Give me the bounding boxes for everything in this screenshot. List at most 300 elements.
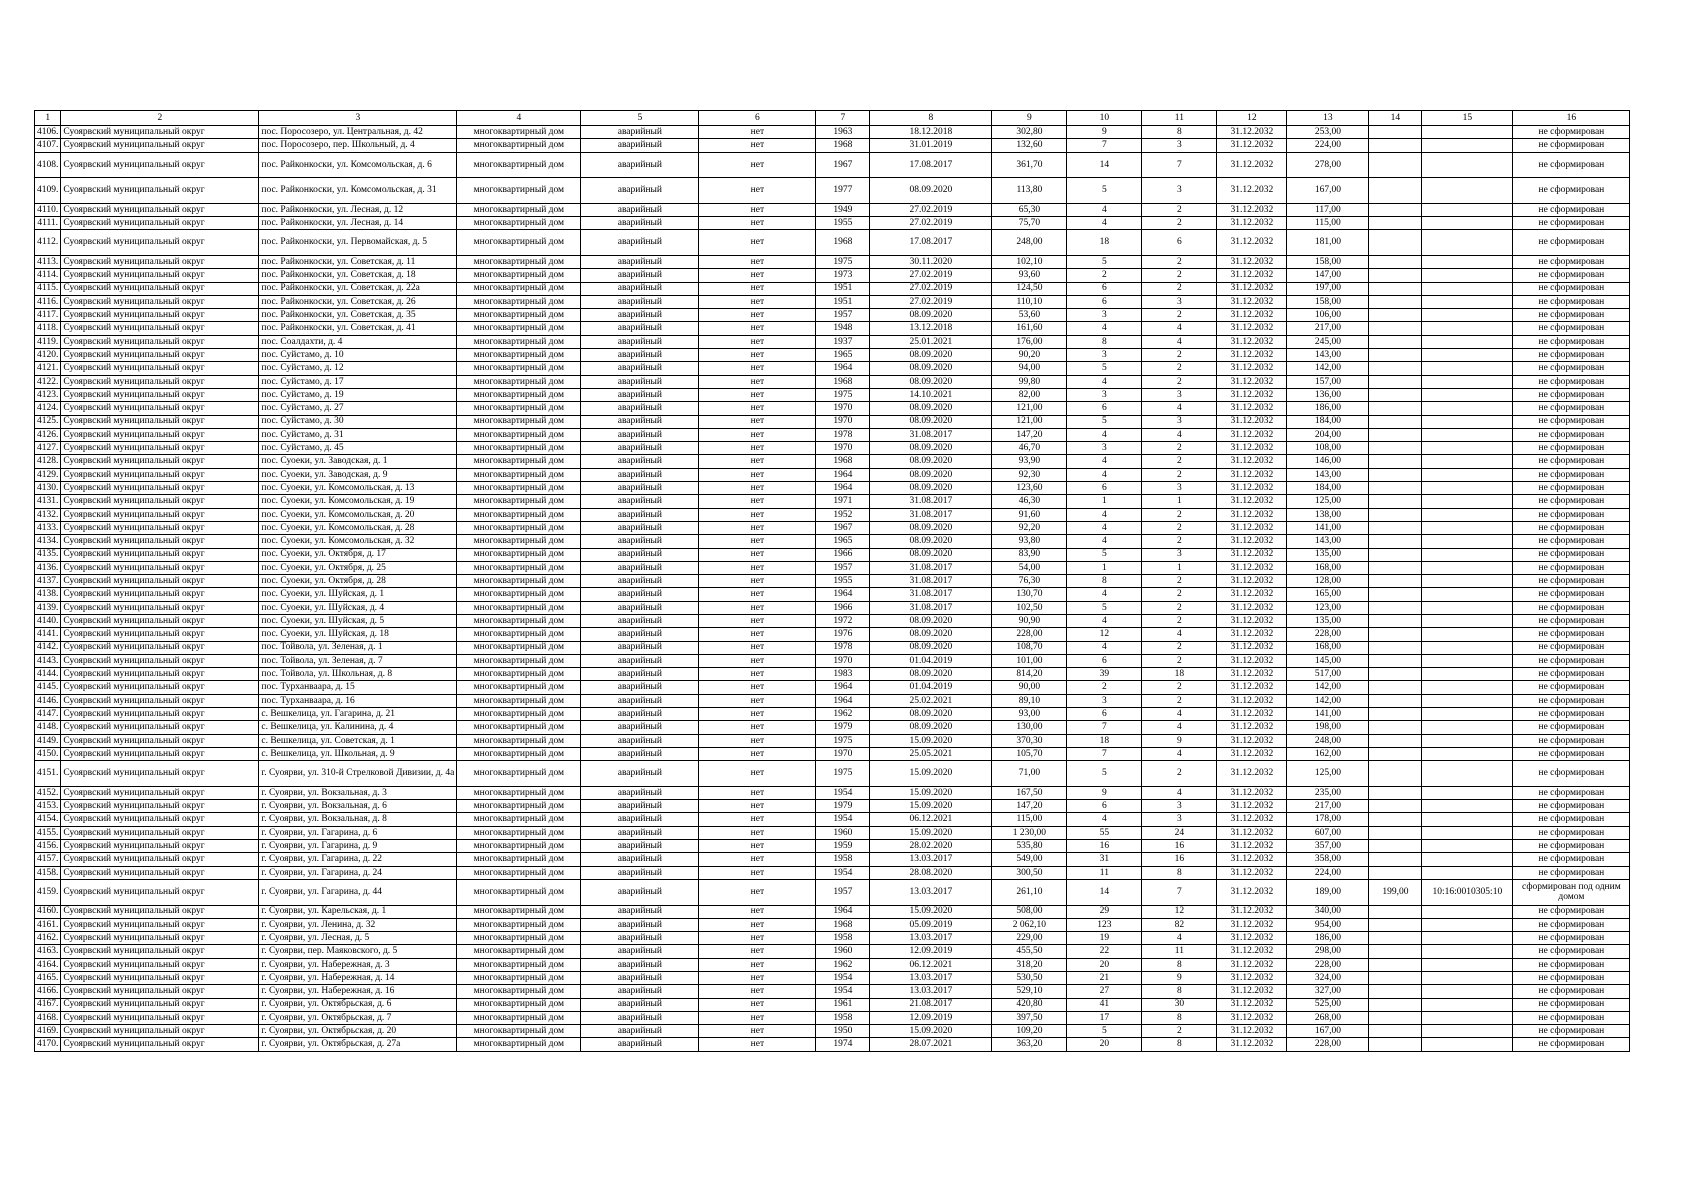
- table-cell: 142,00: [1287, 681, 1369, 694]
- table-cell: 549,00: [992, 853, 1067, 866]
- table-cell: 8: [1142, 126, 1217, 139]
- table-cell: 18.12.2018: [870, 126, 992, 139]
- table-cell: 1948: [816, 322, 870, 335]
- table-cell: 4: [1142, 721, 1217, 734]
- column-header: 14: [1369, 111, 1422, 126]
- table-cell: [1369, 203, 1422, 216]
- table-cell: 14: [1067, 879, 1142, 905]
- table-cell: [1422, 1025, 1513, 1038]
- table-cell: 1979: [816, 800, 870, 813]
- table-cell: 15.09.2020: [870, 734, 992, 747]
- table-cell: 184,00: [1287, 482, 1369, 495]
- table-cell: аварийный: [581, 495, 699, 508]
- table-cell: Суоярвский муниципальный округ: [61, 905, 259, 918]
- table-cell: 9: [1142, 734, 1217, 747]
- table-cell: Суоярвский муниципальный округ: [61, 813, 259, 826]
- table-cell: 31.12.2032: [1217, 521, 1287, 534]
- table-cell: не сформирован: [1513, 668, 1630, 681]
- table-cell: 3: [1142, 178, 1217, 204]
- table-cell: [1369, 335, 1422, 348]
- table-cell: Суоярвский муниципальный округ: [61, 668, 259, 681]
- table-cell: 1: [1067, 495, 1142, 508]
- table-cell: 2: [1142, 269, 1217, 282]
- table-cell: [1369, 375, 1422, 388]
- table-cell: [1369, 905, 1422, 918]
- table-cell: 31.12.2032: [1217, 178, 1287, 204]
- table-cell: 115,00: [1287, 217, 1369, 230]
- table-cell: нет: [699, 945, 816, 958]
- table-cell: нет: [699, 548, 816, 561]
- table-cell: 4128.: [35, 455, 61, 468]
- table-cell: 4: [1067, 468, 1142, 481]
- table-cell: [1369, 1011, 1422, 1024]
- table-cell: 248,00: [992, 230, 1067, 256]
- table-cell: нет: [699, 282, 816, 295]
- table-cell: аварийный: [581, 309, 699, 322]
- table-cell: [1422, 415, 1513, 428]
- table-cell: не сформирован: [1513, 482, 1630, 495]
- table-cell: 92,20: [992, 521, 1067, 534]
- table-cell: [1422, 468, 1513, 481]
- table-cell: 27.02.2019: [870, 203, 992, 216]
- table-cell: 08.09.2020: [870, 668, 992, 681]
- table-row: [35, 482, 1630, 495]
- table-cell: нет: [699, 203, 816, 216]
- table-cell: [1369, 415, 1422, 428]
- table-cell: 05.09.2019: [870, 918, 992, 931]
- table-cell: Суоярвский муниципальный округ: [61, 879, 259, 905]
- table-cell: нет: [699, 866, 816, 879]
- table-cell: многоквартирный дом: [457, 349, 581, 362]
- table-cell: г. Суоярви, ул. Набережная, д. 16: [259, 985, 457, 998]
- table-cell: 1954: [816, 866, 870, 879]
- table-cell: не сформирован: [1513, 178, 1630, 204]
- table-row: [35, 561, 1630, 574]
- table-cell: 31.12.2032: [1217, 918, 1287, 931]
- table-cell: не сформирован: [1513, 203, 1630, 216]
- table-cell: [1422, 628, 1513, 641]
- table-cell: 4: [1067, 375, 1142, 388]
- table-cell: Суоярвский муниципальный округ: [61, 853, 259, 866]
- table-cell: [1369, 708, 1422, 721]
- table-cell: Суоярвский муниципальный округ: [61, 694, 259, 707]
- table-cell: г. Суоярви, ул. Вокзальная, д. 6: [259, 800, 457, 813]
- table-row: [35, 853, 1630, 866]
- table-cell: 3: [1067, 442, 1142, 455]
- table-cell: 31.12.2032: [1217, 879, 1287, 905]
- table-cell: пос. Соалдахти, д. 4: [259, 335, 457, 348]
- table-cell: нет: [699, 495, 816, 508]
- table-cell: 4168.: [35, 1011, 61, 1024]
- table-cell: не сформирован: [1513, 126, 1630, 139]
- table-cell: нет: [699, 575, 816, 588]
- table-cell: [1422, 482, 1513, 495]
- table-cell: 31.12.2032: [1217, 295, 1287, 308]
- table-cell: 9: [1067, 786, 1142, 799]
- housing-register-table: [34, 110, 1630, 1052]
- table-cell: аварийный: [581, 230, 699, 256]
- table-cell: нет: [699, 362, 816, 375]
- table-cell: Суоярвский муниципальный округ: [61, 654, 259, 667]
- table-row: [35, 269, 1630, 282]
- table-cell: 2: [1067, 681, 1142, 694]
- header-row: [35, 111, 1630, 126]
- table-cell: аварийный: [581, 694, 699, 707]
- table-cell: 4147.: [35, 708, 61, 721]
- table-cell: не сформирован: [1513, 468, 1630, 481]
- table-cell: 13.03.2017: [870, 985, 992, 998]
- table-cell: 11: [1142, 945, 1217, 958]
- table-cell: 3: [1067, 349, 1142, 362]
- table-cell: 2 062,10: [992, 918, 1067, 931]
- table-cell: 17.08.2017: [870, 230, 992, 256]
- table-cell: 4126.: [35, 428, 61, 441]
- table-cell: не сформирован: [1513, 575, 1630, 588]
- table-cell: 224,00: [1287, 139, 1369, 152]
- table-cell: 117,00: [1287, 203, 1369, 216]
- table-cell: 3: [1142, 800, 1217, 813]
- table-cell: [1422, 826, 1513, 839]
- table-cell: [1422, 388, 1513, 401]
- table-cell: 93,90: [992, 455, 1067, 468]
- table-cell: [1422, 945, 1513, 958]
- table-cell: г. Суоярви, ул. 310-й Стрелковой Дивизии, д. 4а: [259, 761, 457, 787]
- table-cell: аварийный: [581, 985, 699, 998]
- table-cell: 3: [1142, 295, 1217, 308]
- table-cell: Суоярвский муниципальный округ: [61, 269, 259, 282]
- table-cell: [1369, 866, 1422, 879]
- table-cell: нет: [699, 1038, 816, 1051]
- table-cell: 4: [1067, 641, 1142, 654]
- table-cell: не сформирован: [1513, 681, 1630, 694]
- table-cell: 31.12.2032: [1217, 535, 1287, 548]
- table-cell: нет: [699, 388, 816, 401]
- table-row: [35, 588, 1630, 601]
- table-cell: 168,00: [1287, 561, 1369, 574]
- table-cell: пос. Райконкоски, ул. Комсомольская, д. 31: [259, 178, 457, 204]
- table-cell: 4107.: [35, 139, 61, 152]
- table-row: [35, 402, 1630, 415]
- table-cell: 106,00: [1287, 309, 1369, 322]
- table-cell: 08.09.2020: [870, 349, 992, 362]
- table-cell: нет: [699, 734, 816, 747]
- table-cell: [1422, 508, 1513, 521]
- table-cell: 31.12.2032: [1217, 495, 1287, 508]
- table-cell: многоквартирный дом: [457, 721, 581, 734]
- table-cell: 4123.: [35, 388, 61, 401]
- table-cell: 1972: [816, 614, 870, 627]
- table-cell: 6: [1067, 282, 1142, 295]
- table-row: [35, 628, 1630, 641]
- table-cell: 108,00: [1287, 442, 1369, 455]
- table-cell: 1979: [816, 721, 870, 734]
- table-cell: многоквартирный дом: [457, 388, 581, 401]
- table-cell: 3: [1142, 388, 1217, 401]
- table-row: [35, 681, 1630, 694]
- table-cell: нет: [699, 800, 816, 813]
- table-cell: 31.12.2032: [1217, 269, 1287, 282]
- table-cell: Суоярвский муниципальный округ: [61, 349, 259, 362]
- table-cell: 204,00: [1287, 428, 1369, 441]
- table-cell: 158,00: [1287, 255, 1369, 268]
- table-cell: 31.08.2017: [870, 508, 992, 521]
- table-cell: 41: [1067, 998, 1142, 1011]
- table-cell: 3: [1142, 139, 1217, 152]
- column-header: 2: [61, 111, 259, 126]
- column-header: 4: [457, 111, 581, 126]
- table-cell: 11: [1067, 866, 1142, 879]
- table-cell: 55: [1067, 826, 1142, 839]
- table-cell: 6: [1067, 482, 1142, 495]
- table-cell: аварийный: [581, 295, 699, 308]
- table-cell: нет: [699, 813, 816, 826]
- table-cell: 530,50: [992, 972, 1067, 985]
- table-cell: не сформирован: [1513, 918, 1630, 931]
- table-cell: Суоярвский муниципальный округ: [61, 575, 259, 588]
- table-cell: [1422, 918, 1513, 931]
- table-row: [35, 800, 1630, 813]
- table-cell: 31.12.2032: [1217, 708, 1287, 721]
- table-cell: не сформирован: [1513, 641, 1630, 654]
- table-cell: [1369, 495, 1422, 508]
- table-cell: многоквартирный дом: [457, 840, 581, 853]
- table-cell: не сформирован: [1513, 1038, 1630, 1051]
- table-cell: [1369, 1038, 1422, 1051]
- table-cell: нет: [699, 879, 816, 905]
- table-cell: аварийный: [581, 813, 699, 826]
- table-cell: Суоярвский муниципальный округ: [61, 482, 259, 495]
- table-cell: многоквартирный дом: [457, 747, 581, 760]
- table-cell: многоквартирный дом: [457, 654, 581, 667]
- table-cell: 1963: [816, 126, 870, 139]
- table-cell: 2: [1142, 601, 1217, 614]
- table-cell: не сформирован: [1513, 322, 1630, 335]
- table-cell: многоквартирный дом: [457, 230, 581, 256]
- table-cell: 31.12.2032: [1217, 813, 1287, 826]
- table-cell: [1369, 468, 1422, 481]
- table-cell: 4115.: [35, 282, 61, 295]
- table-cell: 130,70: [992, 588, 1067, 601]
- table-cell: аварийный: [581, 918, 699, 931]
- table-cell: аварийный: [581, 866, 699, 879]
- table-cell: 1951: [816, 295, 870, 308]
- table-cell: 8: [1142, 985, 1217, 998]
- column-header: 6: [699, 111, 816, 126]
- table-cell: не сформирован: [1513, 708, 1630, 721]
- table-cell: многоквартирный дом: [457, 918, 581, 931]
- table-cell: пос. Суоеки, ул. Заводская, д. 1: [259, 455, 457, 468]
- table-cell: 357,00: [1287, 840, 1369, 853]
- table-cell: 178,00: [1287, 813, 1369, 826]
- table-cell: 4152.: [35, 786, 61, 799]
- table-cell: 607,00: [1287, 826, 1369, 839]
- table-cell: 93,80: [992, 535, 1067, 548]
- table-row: [35, 548, 1630, 561]
- table-cell: 165,00: [1287, 588, 1369, 601]
- table-cell: 20: [1067, 958, 1142, 971]
- table-cell: [1369, 349, 1422, 362]
- table-cell: 90,90: [992, 614, 1067, 627]
- table-cell: 31.12.2032: [1217, 468, 1287, 481]
- table-cell: [1369, 178, 1422, 204]
- table-cell: 21.08.2017: [870, 998, 992, 1011]
- table-cell: 31.08.2017: [870, 495, 992, 508]
- table-cell: пос. Суоеки, ул. Комсомольская, д. 19: [259, 495, 457, 508]
- table-cell: нет: [699, 139, 816, 152]
- table-cell: 4142.: [35, 641, 61, 654]
- table-cell: [1369, 601, 1422, 614]
- table-cell: пос. Суйстамо, д. 30: [259, 415, 457, 428]
- table-cell: 31.12.2032: [1217, 203, 1287, 216]
- table-cell: аварийный: [581, 721, 699, 734]
- table-cell: [1422, 654, 1513, 667]
- table-cell: 4110.: [35, 203, 61, 216]
- table-cell: [1369, 985, 1422, 998]
- table-cell: Суоярвский муниципальный округ: [61, 708, 259, 721]
- table-cell: 08.09.2020: [870, 482, 992, 495]
- table-row: [35, 972, 1630, 985]
- table-row: [35, 721, 1630, 734]
- table-cell: 31.12.2032: [1217, 561, 1287, 574]
- table-cell: [1422, 614, 1513, 627]
- table-row: [35, 521, 1630, 534]
- table-cell: [1422, 535, 1513, 548]
- table-row: [35, 932, 1630, 945]
- table-cell: 27.02.2019: [870, 269, 992, 282]
- table-cell: пос. Суоеки, ул. Октября, д. 28: [259, 575, 457, 588]
- table-row: [35, 1038, 1630, 1051]
- table-cell: [1422, 428, 1513, 441]
- table-row: [35, 575, 1630, 588]
- table-cell: 1955: [816, 575, 870, 588]
- table-cell: 4: [1142, 322, 1217, 335]
- table-cell: [1369, 840, 1422, 853]
- table-cell: 217,00: [1287, 322, 1369, 335]
- table-cell: многоквартирный дом: [457, 178, 581, 204]
- table-cell: 2: [1142, 217, 1217, 230]
- column-header: 1: [35, 111, 61, 126]
- table-cell: 08.09.2020: [870, 641, 992, 654]
- table-cell: пос. Райконкоски, ул. Первомайская, д. 5: [259, 230, 457, 256]
- table-cell: 4158.: [35, 866, 61, 879]
- table-cell: 302,80: [992, 126, 1067, 139]
- table-cell: 65,30: [992, 203, 1067, 216]
- table-row: [35, 468, 1630, 481]
- table-cell: не сформирован: [1513, 295, 1630, 308]
- table-row: [35, 217, 1630, 230]
- table-cell: 105,70: [992, 747, 1067, 760]
- table-cell: аварийный: [581, 641, 699, 654]
- table-cell: 5: [1067, 178, 1142, 204]
- table-cell: 31.12.2032: [1217, 322, 1287, 335]
- table-cell: нет: [699, 269, 816, 282]
- table-cell: 2: [1142, 654, 1217, 667]
- table-cell: 76,30: [992, 575, 1067, 588]
- table-cell: г. Суоярви, ул. Карельская, д. 1: [259, 905, 457, 918]
- table-cell: 4124.: [35, 402, 61, 415]
- table-cell: аварийный: [581, 255, 699, 268]
- table-cell: 1967: [816, 521, 870, 534]
- table-cell: [1422, 588, 1513, 601]
- column-header: 13: [1287, 111, 1369, 126]
- table-cell: нет: [699, 508, 816, 521]
- table-cell: 31.12.2032: [1217, 958, 1287, 971]
- table-cell: 4134.: [35, 535, 61, 548]
- table-cell: [1422, 217, 1513, 230]
- table-cell: аварийный: [581, 654, 699, 667]
- table-cell: нет: [699, 1011, 816, 1024]
- table-cell: 517,00: [1287, 668, 1369, 681]
- table-cell: Суоярвский муниципальный округ: [61, 230, 259, 256]
- table-cell: не сформирован: [1513, 349, 1630, 362]
- table-cell: Суоярвский муниципальный округ: [61, 561, 259, 574]
- table-cell: нет: [699, 972, 816, 985]
- table-cell: г. Суоярви, ул. Гагарина, д. 22: [259, 853, 457, 866]
- column-header: 5: [581, 111, 699, 126]
- table-cell: 31.12.2032: [1217, 482, 1287, 495]
- table-cell: нет: [699, 840, 816, 853]
- table-cell: многоквартирный дом: [457, 428, 581, 441]
- table-cell: не сформирован: [1513, 813, 1630, 826]
- table-cell: 109,20: [992, 1025, 1067, 1038]
- table-cell: 18: [1067, 230, 1142, 256]
- table-cell: Суоярвский муниципальный округ: [61, 295, 259, 308]
- table-cell: многоквартирный дом: [457, 641, 581, 654]
- table-cell: Суоярвский муниципальный округ: [61, 548, 259, 561]
- table-cell: [1422, 1038, 1513, 1051]
- table-cell: Суоярвский муниципальный округ: [61, 840, 259, 853]
- table-cell: не сформирован: [1513, 428, 1630, 441]
- table-cell: 31.12.2032: [1217, 668, 1287, 681]
- table-cell: Суоярвский муниципальный округ: [61, 628, 259, 641]
- table-cell: пос. Суйстамо, д. 17: [259, 375, 457, 388]
- table-cell: 4155.: [35, 826, 61, 839]
- table-cell: 1970: [816, 654, 870, 667]
- table-cell: 1964: [816, 694, 870, 707]
- table-cell: [1369, 295, 1422, 308]
- table-cell: [1369, 721, 1422, 734]
- table-cell: 4133.: [35, 521, 61, 534]
- table-cell: г. Суоярви, ул. Вокзальная, д. 3: [259, 786, 457, 799]
- table-cell: Суоярвский муниципальный округ: [61, 932, 259, 945]
- table-cell: 1960: [816, 945, 870, 958]
- table-cell: 4: [1067, 322, 1142, 335]
- table-row: [35, 442, 1630, 455]
- table-cell: 31.12.2032: [1217, 1038, 1287, 1051]
- table-cell: [1422, 495, 1513, 508]
- table-cell: 31.12.2032: [1217, 614, 1287, 627]
- table-cell: 4114.: [35, 269, 61, 282]
- table-row: [35, 761, 1630, 787]
- table-row: [35, 178, 1630, 204]
- table-cell: 455,50: [992, 945, 1067, 958]
- table-cell: 8: [1067, 575, 1142, 588]
- table-cell: нет: [699, 482, 816, 495]
- table-cell: Суоярвский муниципальный округ: [61, 588, 259, 601]
- table-cell: [1422, 694, 1513, 707]
- table-cell: нет: [699, 681, 816, 694]
- table-cell: 15.09.2020: [870, 800, 992, 813]
- table-cell: 397,50: [992, 1011, 1067, 1024]
- table-cell: 1: [1142, 561, 1217, 574]
- table-cell: 1937: [816, 335, 870, 348]
- table-cell: 508,00: [992, 905, 1067, 918]
- table-cell: [1369, 428, 1422, 441]
- table-cell: 102,50: [992, 601, 1067, 614]
- table-cell: не сформирован: [1513, 840, 1630, 853]
- table-cell: 327,00: [1287, 985, 1369, 998]
- table-cell: 4106.: [35, 126, 61, 139]
